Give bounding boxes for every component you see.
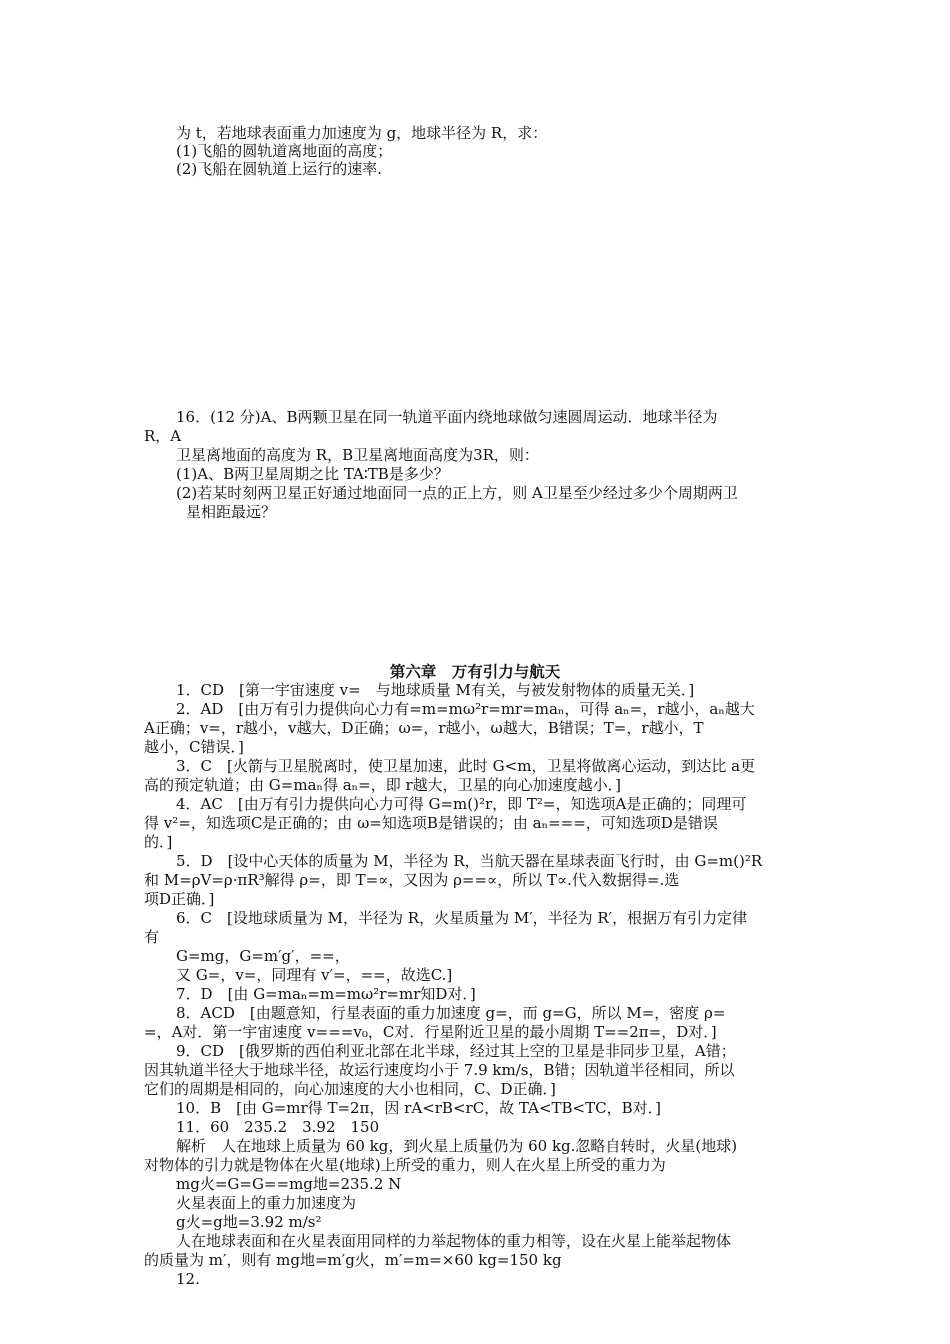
answer-line: 的质量为 m′，则有 mg地=m′g火，m′=m=×60 kg=150 kg xyxy=(144,1251,562,1269)
answer-line: 火星表面上的重力加速度为 xyxy=(176,1194,357,1212)
answer-line: 有 xyxy=(144,928,160,946)
answer-line: 11．60 235.2 3.92 150 xyxy=(176,1118,380,1136)
answer-line: 4．AC [由万有引力提供向心力可得 G=m()²r，即 T²=，知选项A是正确的；同理可 xyxy=(176,795,747,813)
answer-line: 6．C [设地球质量为 M，半径为 R，火星质量为 M′，半径为 R′，根据万有引力定律 xyxy=(176,909,748,927)
answer-line: 和 M=ρV=ρ·πR³解得 ρ=，即 T=∝，又因为 ρ==∝，所以 T∝.代入数据得=.选 xyxy=(144,871,680,889)
answer-line: G=mg，G=m′g′，==， xyxy=(176,947,350,965)
answer-line: 它们的周期是相同的，向心加速度的大小也相同，C、D正确．] xyxy=(144,1080,556,1098)
answer-line: 7．D [由 G=maₙ=m=mω²r=mr知D对．] xyxy=(176,985,476,1003)
answer-line: 项D正确．] xyxy=(144,890,215,908)
answer-line: 越小，C错误．] xyxy=(144,738,244,756)
answer-line: 9．CD [俄罗斯的西伯利亚北部在北半球，经过其上空的卫星是非同步卫星，A错； xyxy=(176,1042,736,1060)
problem-16-part-1: (1)A、B两卫星周期之比 TA∶TB是多少？ xyxy=(176,465,449,483)
problem-15-part-2: (2)飞船在圆轨道上运行的速率. xyxy=(176,160,383,178)
answer-line: 2．AD [由万有引力提供向心力有=m=mω²r=mr=maₙ，可得 aₙ=，r越小，aₙ越大 xyxy=(176,700,755,718)
answer-line: 10．B [由 G=mr得 T=2π，因 rA<rB<rC，故 TA<TB<TC，B对．] xyxy=(176,1099,661,1117)
answer-line: 得 v²=，知选项C是正确的；由 ω=知选项B是错误的；由 aₙ===，可知选项D是错误 xyxy=(144,814,718,832)
answer-line: mg火=G=G==mg地=235.2 N xyxy=(176,1175,402,1193)
problem-16-part-2: (2)若某时刻两卫星正好通过地面同一点的正上方，则 A卫星至少经过多少个周期两卫 xyxy=(176,484,738,502)
problem-16-line: R，A xyxy=(144,427,182,445)
problem-15-text-line: 为 t，若地球表面重力加速度为 g，地球半径为 R，求： xyxy=(176,124,548,142)
answer-line: 12. xyxy=(176,1270,200,1288)
chapter-title: 第六章 万有引力与航天 xyxy=(389,662,561,681)
answer-line: 因其轨道半径大于地球半径，故运行速度均小于 7.9 km/s，B错；因轨道半径相同，所以 xyxy=(144,1061,735,1079)
answer-line: A正确；v=，r越小，v越大，D正确；ω=，r越小，ω越大，B错误；T=，r越小，T xyxy=(144,719,704,737)
answer-line: 3．C [火箭与卫星脱离时，使卫星加速，此时 G<m，卫星将做离心运动，到达比 a更 xyxy=(176,757,756,775)
answer-line: 人在地球表面和在火星表面用同样的力举起物体的重力相等，设在火星上能举起物体 xyxy=(176,1232,732,1250)
answer-line: 8．ACD [由题意知，行星表面的重力加速度 g=，而 g=G，所以 M=，密度 ρ= xyxy=(176,1004,726,1022)
answer-line: 5．D [设中心天体的质量为 M，半径为 R，当航天器在星球表面飞行时，由 G=m()²R xyxy=(176,852,763,870)
problem-16-part-2-cont: 星相距最远？ xyxy=(186,503,277,521)
problem-16-line: 卫星离地面的高度为 R，B卫星离地面高度为3R，则： xyxy=(176,446,539,464)
answer-line: 又 G=，v=，同理有 v′=，==，故选C.] xyxy=(176,966,453,984)
answer-line: 解析 人在地球上质量为 60 kg，到火星上质量仍为 60 kg.忽略自转时，火星(地球) xyxy=(176,1137,738,1155)
answer-line: g火=g地=3.92 m/s² xyxy=(176,1213,322,1231)
answer-line: 对物体的引力就是物体在火星(地球)上所受的重力，则人在火星上所受的重力为 xyxy=(144,1156,666,1174)
problem-15-part-1: (1)飞船的圆轨道离地面的高度； xyxy=(176,142,393,160)
answer-line: =，A对．第一宇宙速度 v===v₀，C对．行星附近卫星的最小周期 T==2π=，D对．] xyxy=(144,1023,717,1041)
answer-line: 的．] xyxy=(144,833,173,851)
answer-line: 1．CD [第一宇宙速度 v= 与地球质量 M有关，与被发射物体的质量无关．] xyxy=(176,681,695,699)
problem-16-line: 16．(12 分)A、B两颗卫星在同一轨道平面内绕地球做匀速圆周运动．地球半径为 xyxy=(176,408,718,426)
answer-line: 高的预定轨道；由 G=maₙ得 aₙ=，即 r越大，卫星的向心加速度越小．] xyxy=(144,776,622,794)
